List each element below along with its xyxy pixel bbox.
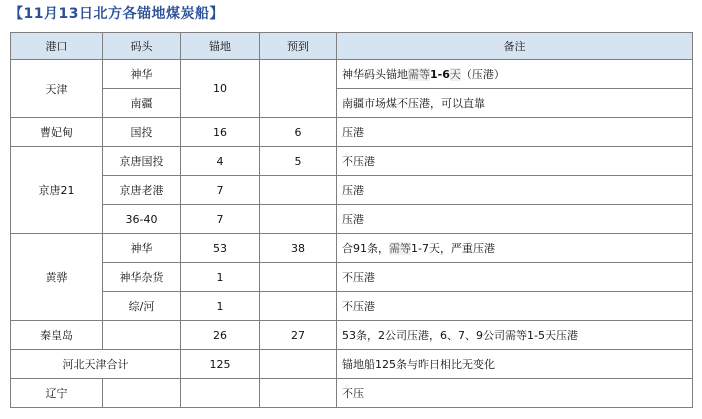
header-port: 港口 xyxy=(11,33,103,60)
wharf-cell: 南疆 xyxy=(103,89,181,118)
remark-text: 神华码头锚地 xyxy=(342,68,408,81)
table-row xyxy=(11,350,693,379)
table-row xyxy=(11,60,693,89)
anchorage-cell: 1 xyxy=(181,292,260,321)
anchorage-cell: 16 xyxy=(181,118,260,147)
header-row xyxy=(11,33,693,60)
expected-cell xyxy=(260,379,337,408)
remark-cell: 不压港 xyxy=(337,263,693,292)
expected-cell: 5 xyxy=(260,147,337,176)
port-cell: 京唐21 xyxy=(11,147,103,234)
table-row xyxy=(11,205,693,234)
wharf-cell: 京唐老港 xyxy=(103,176,181,205)
port-cell: 秦皇岛 xyxy=(11,321,103,350)
header-remarks: 备注 xyxy=(337,33,693,60)
table-row xyxy=(11,292,693,321)
wharf-cell: 国投 xyxy=(103,118,181,147)
header-expected: 预到 xyxy=(260,33,337,60)
expected-cell: 27 xyxy=(260,321,337,350)
table-row xyxy=(11,147,693,176)
table-row xyxy=(11,234,693,263)
remark-cell: 不压港 xyxy=(337,292,693,321)
remark-cell: 压港 xyxy=(337,176,693,205)
table-row xyxy=(11,89,693,118)
wharf-cell: 京唐国投 xyxy=(103,147,181,176)
expected-cell xyxy=(260,176,337,205)
remark-days: 1-6 xyxy=(430,68,450,81)
expected-cell xyxy=(260,263,337,292)
table-row xyxy=(11,379,693,408)
wharf-cell xyxy=(103,321,181,350)
wharf-cell: 神华 xyxy=(103,234,181,263)
remark-cell: 锚地船125条与昨日相比无变化 xyxy=(337,350,693,379)
remark-cell xyxy=(337,60,693,89)
expected-cell xyxy=(260,350,337,379)
remark-cell: 压港 xyxy=(337,205,693,234)
header-anchorage: 锚地 xyxy=(181,33,260,60)
table-row xyxy=(11,263,693,292)
remark-highlight: 需等 xyxy=(389,242,411,255)
expected-cell: 6 xyxy=(260,118,337,147)
coal-ship-table xyxy=(10,32,693,408)
port-cell: 曹妃甸 xyxy=(11,118,103,147)
expected-cell xyxy=(260,205,337,234)
expected-cell xyxy=(260,292,337,321)
remark-cell: 53条，2公司压港，6、7、9公司需等1-5天压港 xyxy=(337,321,693,350)
anchorage-cell xyxy=(181,379,260,408)
anchorage-cell: 53 xyxy=(181,234,260,263)
anchorage-cell: 7 xyxy=(181,176,260,205)
wharf-cell: 神华杂货 xyxy=(103,263,181,292)
expected-cell: 38 xyxy=(260,234,337,263)
wharf-cell: 神华 xyxy=(103,60,181,89)
anchorage-cell: 4 xyxy=(181,147,260,176)
anchorage-cell: 7 xyxy=(181,205,260,234)
remark-cell: 不压港 xyxy=(337,147,693,176)
remark-highlight: 天 xyxy=(449,68,461,81)
remark-text: ，严重压港 xyxy=(439,242,495,255)
remark-cell xyxy=(337,234,693,263)
page-title: 【11月13日北方各锚地煤炭船】 xyxy=(9,6,224,22)
remark-text: 合91条， xyxy=(342,242,389,255)
table-row xyxy=(11,321,693,350)
port-cell: 天津 xyxy=(11,60,103,118)
total-label-cell: 河北天津合计 xyxy=(11,350,181,379)
anchorage-cell: 26 xyxy=(181,321,260,350)
anchorage-cell: 1 xyxy=(181,263,260,292)
wharf-cell: 36-40 xyxy=(103,205,181,234)
remark-cell: 不压 xyxy=(337,379,693,408)
anchorage-cell: 125 xyxy=(181,350,260,379)
remark-text: （压港） xyxy=(460,68,505,81)
remark-cell: 压港 xyxy=(337,118,693,147)
anchorage-cell: 10 xyxy=(181,60,260,118)
port-cell: 辽宁 xyxy=(11,379,103,408)
remark-cell: 南疆市场煤不压港，可以直靠 xyxy=(337,89,693,118)
expected-cell xyxy=(260,60,337,118)
remark-days: 1-7天 xyxy=(411,242,440,255)
table-row xyxy=(11,118,693,147)
remark-highlight: 需等 xyxy=(408,68,430,81)
port-cell: 黄骅 xyxy=(11,234,103,321)
header-wharf: 码头 xyxy=(103,33,181,60)
wharf-cell xyxy=(103,379,181,408)
wharf-cell: 综/河 xyxy=(103,292,181,321)
table-row xyxy=(11,176,693,205)
